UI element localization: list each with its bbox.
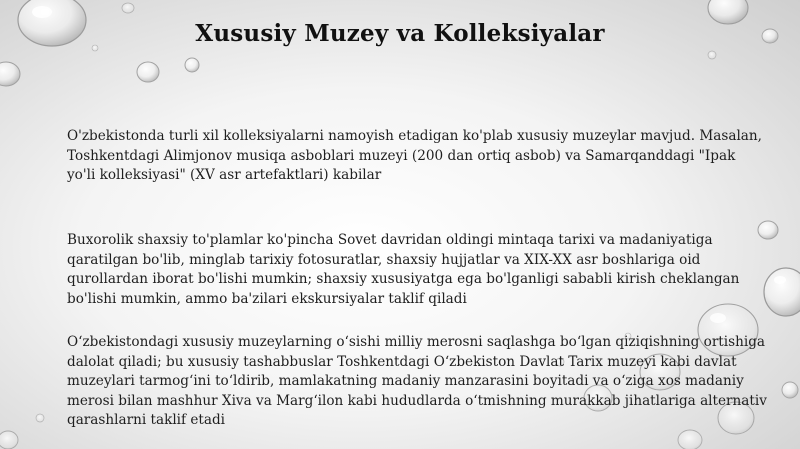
water-drop: [782, 382, 798, 398]
water-drop: [0, 431, 18, 449]
water-drop: [36, 414, 44, 422]
water-drop: [774, 276, 786, 284]
water-drop: [764, 268, 800, 316]
water-drop: [122, 3, 134, 13]
water-drop: [708, 51, 716, 59]
paragraph-heritage-growth: O‘zbekistondagi xususiy muzeylarning o‘sishi milliy merosni saqlashga bo‘lgan qiziqishning ortishiga dalolat qiladi; bu xususiy tashabbuslar Toshkentdagi O‘zbekiston Davlat Tarix muzeyi kabi davlat muzeylari tarmog‘ini to‘ldirib, mamlakatning madaniy manzarasini boyitadi va o‘ziga xos madaniy merosi bilan mashhur Xiva va Marg‘ilon kabi hududlarda o‘tmishning murakkab jihatlariga alternativ qarashlarni taklif etadi: [67, 334, 767, 428]
paragraph-bukhara-collections: Buxorolik shaxsiy to'plamlar ko'pincha Sovet davridan oldingi mintaqa tarixi va madaniyatiga qaratilgan bo'lib, minglab tarixiy fotosuratlar, shaxsiy hujjatlar va XIX-XX asr boshlariga oid qurollardan iborat bo'lishi mumkin; shaxsiy xususiyatga ega bo'lganligi sababli kirish cheklangan bo'lishi mumkin, ammo ba'zilari ekskursiyalar taklif qiladi: [67, 232, 740, 307]
water-drop: [0, 62, 20, 86]
paragraph-private-museums: O'zbekistonda turli xil kolleksiyalarni namoyish etadigan ko'plab xususiy muzeylar mavjud. Masalan, Toshkentdagi Alimjonov musiqa asboblari muzeyi (200 dan ortiq asbob) va Samarqanddagi "Ipak yo'li kolleksiyasi" (XV asr artefaktlari) kabilar: [67, 128, 762, 183]
water-drop: [678, 430, 702, 449]
slide-title: Xususiy Muzey va Kolleksiyalar: [195, 20, 605, 47]
water-drop: [185, 58, 199, 72]
water-drop: [137, 62, 159, 82]
water-drop: [710, 313, 726, 323]
water-drop: [32, 6, 52, 18]
